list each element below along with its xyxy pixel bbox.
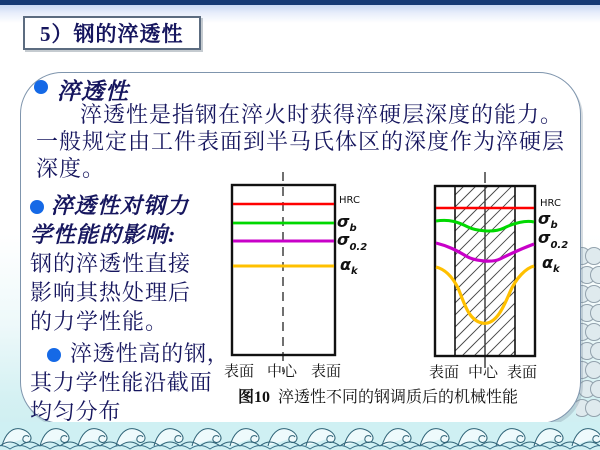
bullet1-text: 淬透性是指钢在淬火时获得淬硬层深度的能力。一般规定由工件表面到半马氏体区的深度作为淬硬层深度。 [36, 102, 566, 181]
right-x-label-center: 中心 [468, 365, 499, 381]
right-chart [429, 172, 568, 381]
bottom-wave-border [0, 422, 600, 450]
bullet2-text: 钢的淬透性直接影响其热处理后的力学性能。 [30, 251, 192, 334]
left-x-label-center: 中心 [267, 364, 298, 380]
bullet3-block [30, 339, 234, 426]
bullet-icon [34, 80, 48, 94]
bullet-icon [47, 348, 61, 362]
right-label-alpha-k: $\alpha_k$ [542, 253, 560, 275]
right-label-sigma-02: $\sigma_{0.2}$ [538, 228, 569, 251]
bullet-icon [30, 200, 44, 214]
right-label-hrc: HRC [540, 198, 561, 209]
left-chart [224, 172, 367, 380]
left-label-sigma-02: $\sigma_{0.2}$ [337, 230, 368, 253]
left-label-sigma-b: $\sigma_b$ [337, 212, 357, 234]
bullet2-heading: 淬透性对钢力学性能的影响: [30, 193, 190, 247]
figure-10-charts [210, 165, 600, 410]
right-x-label-surface1: 表面 [429, 365, 460, 381]
left-x-label-surface1: 表面 [224, 364, 255, 380]
slide-title-box [23, 16, 201, 50]
bullet3-text: 淬透性高的钢，其力学性能沿截面均匀分布 [30, 341, 230, 424]
right-label-sigma-b: $\sigma_b$ [538, 209, 558, 231]
figure-caption-text: 淬透性不同的钢调质后的机械性能 [278, 389, 519, 406]
slide-title: 5）钢的淬透性 [40, 22, 184, 46]
bullet1-heading: 淬透性 [57, 79, 129, 104]
left-x-label-surface2: 表面 [311, 364, 342, 380]
figure-caption-label: 图10 [237, 389, 270, 406]
bullet2-block [30, 191, 200, 336]
left-label-alpha-k: $\alpha_k$ [340, 255, 358, 277]
right-x-label-surface2: 表面 [507, 365, 538, 381]
left-label-hrc: HRC [339, 195, 360, 206]
